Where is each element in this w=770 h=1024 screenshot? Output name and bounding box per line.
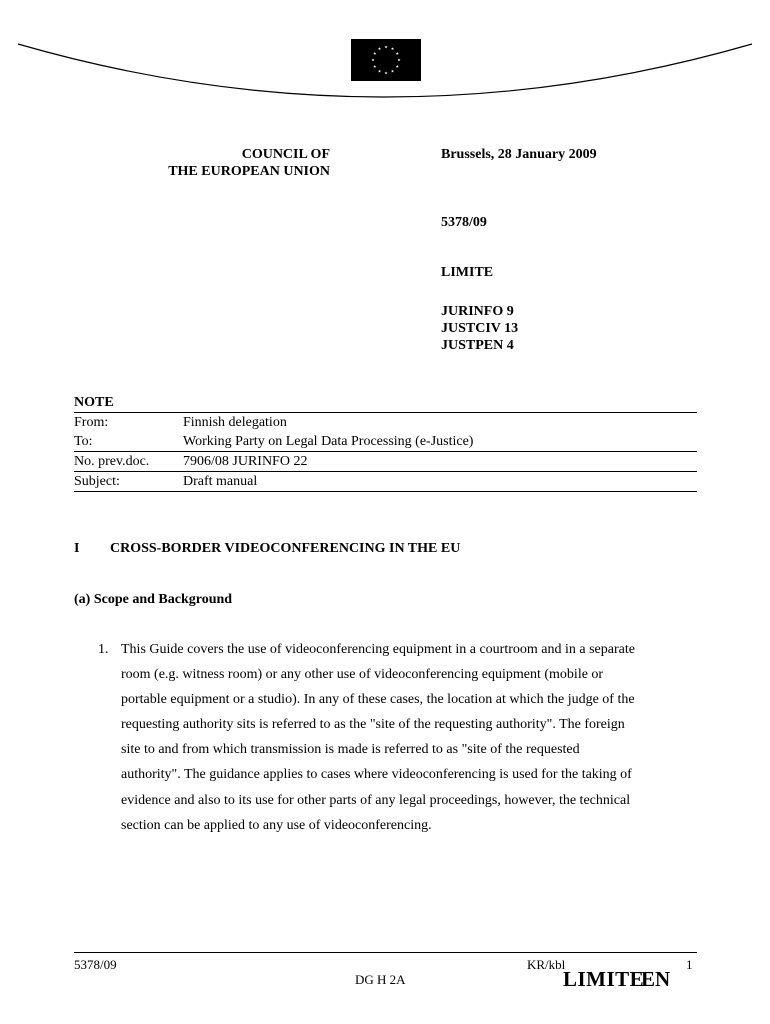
section-title: CROSS-BORDER VIDEOCONFERENCING IN THE EU xyxy=(110,541,461,556)
note-value: 7906/08 JURINFO 22 xyxy=(183,454,308,469)
paragraph-line: section can be applied to any use of videoconferencing. xyxy=(121,818,432,833)
eu-flag-logo xyxy=(351,39,421,81)
note-row-prev-doc xyxy=(74,451,697,471)
code-item: JUSTPEN 4 xyxy=(441,338,514,353)
note-row-from xyxy=(74,412,697,432)
document-codes xyxy=(441,303,518,354)
footer-language: EN xyxy=(641,967,671,991)
paragraph-line: authority". The guidance applies to cases where videoconferencing is used for the taking of xyxy=(121,767,632,782)
note-key: To: xyxy=(74,434,93,449)
note-value: Draft manual xyxy=(183,474,258,489)
paragraph-line: evidence and also to its use for other parts of any legal proceedings, however, the technical xyxy=(121,793,631,808)
paragraph-number: 1. xyxy=(98,642,109,657)
note-label: NOTE xyxy=(74,395,114,410)
code-item: JURINFO 9 xyxy=(441,304,514,319)
paragraph-line: portable equipment or a studio). In any of these cases, the location at which the judge of the xyxy=(121,692,635,707)
section-number: I xyxy=(74,541,80,556)
note-value: Working Party on Legal Data Processing (e-Justice) xyxy=(183,434,474,449)
institution-name xyxy=(130,146,330,180)
footer-doc-number: 5378/09 xyxy=(74,957,117,972)
paragraph-line: requesting authority sits is referred to as the "site of the requesting authority". The foreign xyxy=(121,717,625,732)
footer-page-number: 1 xyxy=(686,957,693,972)
note-row-subject xyxy=(74,471,697,491)
note-key: From: xyxy=(74,415,109,430)
institution-line-1: COUNCIL OF xyxy=(241,147,330,162)
document-number: 5378/09 xyxy=(441,215,487,230)
note-key: No. prev.doc. xyxy=(74,454,150,469)
footer-classification: LIMITE xyxy=(563,967,645,991)
note-row-to xyxy=(74,432,697,451)
note-divider xyxy=(74,491,697,492)
footer-divider xyxy=(74,952,697,953)
institution-line-2: THE EUROPEAN UNION xyxy=(168,164,330,179)
document-date: Brussels, 28 January 2009 xyxy=(441,147,597,162)
subsection-title: (a) Scope and Background xyxy=(74,592,233,607)
footer-directorate: DG H 2A xyxy=(355,972,406,987)
note-table xyxy=(74,412,697,491)
note-key: Subject: xyxy=(74,474,120,489)
footer-initials: KR/kbl xyxy=(527,957,566,972)
paragraph-line: site to and from which transmission is made is referred to as "site of the requested xyxy=(121,742,580,757)
code-item: JUSTCIV 13 xyxy=(441,321,519,336)
classification: LIMITE xyxy=(441,265,494,280)
paragraph-line: room (e.g. witness room) or any other use of videoconferencing equipment (mobile or xyxy=(121,667,604,682)
paragraph-line: This Guide covers the use of videoconferencing equipment in a courtroom and in a separate xyxy=(121,642,635,657)
note-value: Finnish delegation xyxy=(183,415,287,430)
